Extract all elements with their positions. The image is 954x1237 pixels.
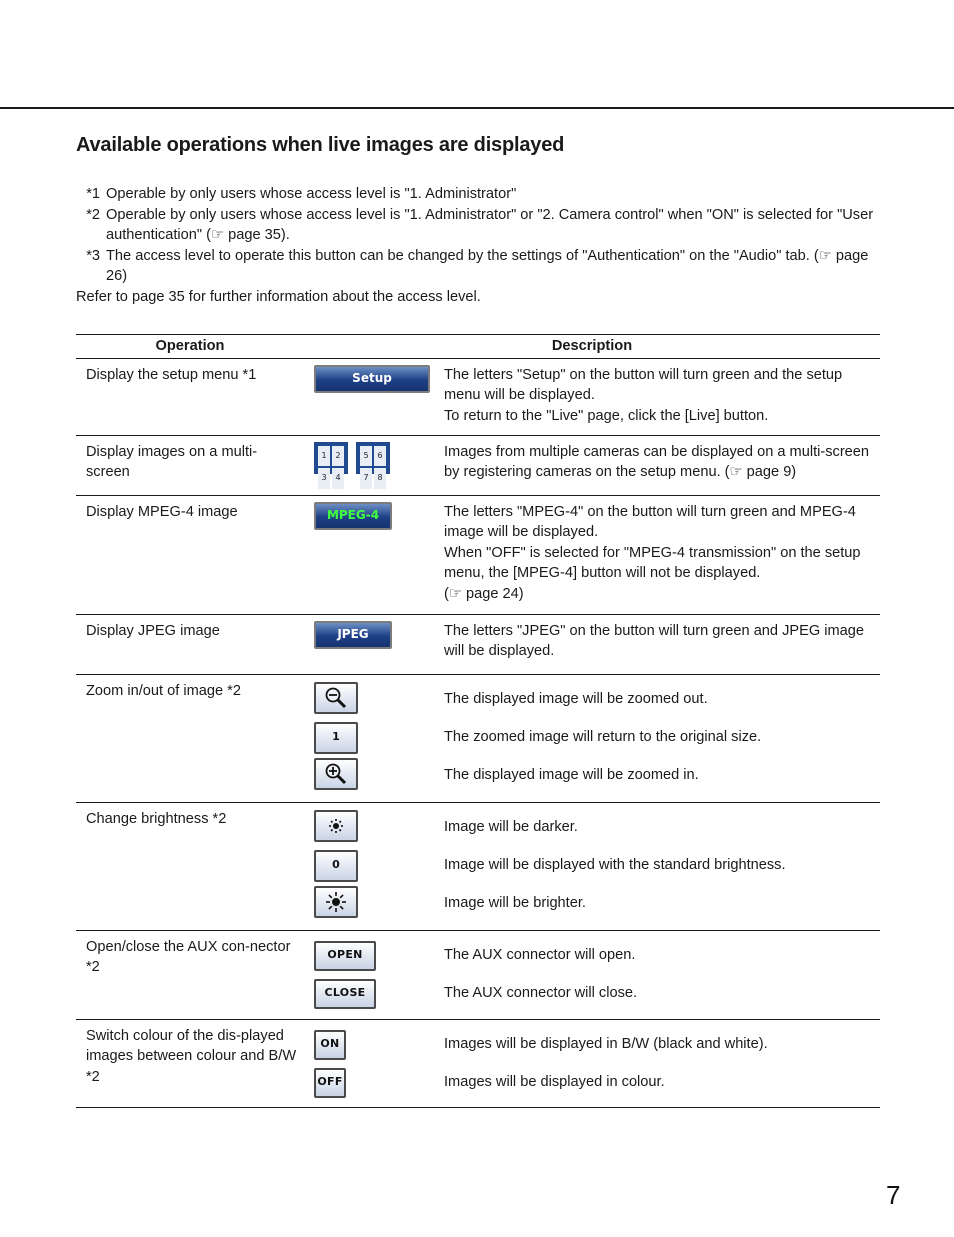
description-text: The letters "JPEG" on the button will turn green and JPEG image will be displayed. (444, 622, 865, 659)
table-row (76, 435, 880, 495)
icon-cell (304, 722, 444, 754)
icon-cell (304, 810, 444, 845)
cell-number: 2 (332, 446, 344, 467)
zoom-out-icon[interactable] (314, 682, 358, 714)
description-text: Images will be displayed in B/W (black and white). (444, 1036, 768, 1053)
note-text: Operable by only users whose access level is "1. Administrator" (106, 186, 517, 202)
notes-block (76, 184, 886, 307)
zoom-in-icon[interactable] (314, 758, 358, 790)
description-text: The letters "MPEG-4" on the button will turn green and MPEG-4 image will be displayed. When "OFF" is selected for "MPEG-4 transmission" on the setup menu, the [MPEG-4] button will not be displayed. (☞ page 24) (444, 503, 861, 602)
operation-item (304, 359, 880, 435)
cell-number: 4 (332, 468, 344, 489)
description-text: Image will be brighter. (444, 895, 586, 912)
description-text: The displayed image will be zoomed in. (444, 767, 699, 784)
operation-cell: Display MPEG-4 image (76, 495, 304, 614)
quad-screen-5-8-button[interactable] (356, 442, 390, 482)
operation-item (304, 1026, 880, 1064)
icon-cell (304, 941, 444, 971)
note-mark: *2 (86, 206, 100, 223)
operation-item (304, 719, 880, 757)
note-text: Operable by only users whose access level is "1. Administrator" or "2. Camera control" when "ON" is selected for "User authentication" (☞ page 35). (106, 206, 874, 243)
icon-cell (304, 502, 444, 530)
operation-item (304, 496, 880, 613)
operation-item (304, 436, 880, 491)
icon-cell (304, 365, 444, 393)
operation-item (304, 809, 880, 847)
operation-item (304, 937, 880, 975)
icon-cell (304, 979, 444, 1009)
operation-cell: Display the setup menu *1 (76, 358, 304, 435)
description-cell (304, 358, 880, 435)
icon-cell (304, 1030, 444, 1060)
top-rule (0, 107, 954, 109)
mpeg4-button[interactable]: MPEG-4 (314, 502, 392, 530)
zoom-reset-button[interactable]: 1 (314, 722, 358, 754)
table-header-row (76, 335, 880, 359)
off-button[interactable]: OFF (314, 1068, 346, 1098)
multiscreen-buttons[interactable] (314, 442, 444, 482)
note-text: The access level to operate this button can be changed by the settings of "Authentication" on the "Audio" tab. (☞ page 26) (106, 247, 869, 284)
description-text: The AUX connector will close. (444, 985, 638, 1002)
description-cell (304, 930, 880, 1019)
brightness-brighter-icon[interactable] (314, 886, 358, 918)
cell-number: 3 (318, 468, 330, 489)
operation-item (304, 757, 880, 795)
operation-item (304, 885, 880, 923)
operation-cell: Change brightness *2 (76, 802, 304, 930)
icon-cell (304, 621, 444, 649)
operation-item (304, 681, 880, 719)
icon-cell (304, 850, 444, 882)
cell-number: 8 (374, 468, 386, 489)
note-3 (76, 246, 886, 287)
cell-number: 6 (374, 446, 386, 467)
description-text: Images from multiple cameras can be displayed on a multi-screen by registering cameras on the setup menu. (☞ page 9) (444, 443, 870, 480)
icon-cell (304, 886, 444, 921)
table-row (76, 614, 880, 674)
cell-number: 7 (360, 468, 372, 489)
quad-screen-1-4-button[interactable] (314, 442, 348, 482)
operation-cell: Display JPEG image (76, 614, 304, 674)
header-description: Description (304, 335, 880, 359)
description-text: The zoomed image will return to the original size. (444, 729, 762, 746)
icon-cell (304, 1068, 444, 1098)
icon-cell (304, 682, 444, 717)
description-cell (304, 1019, 880, 1107)
close-button[interactable]: CLOSE (314, 979, 376, 1009)
note-2 (76, 205, 886, 246)
operation-cell: Open/close the AUX con-nector *2 (76, 930, 304, 1019)
operations-table (76, 334, 880, 1108)
table-row (76, 358, 880, 435)
operation-item (304, 847, 880, 885)
refer-text: Refer to page 35 for further information about the access level. (76, 288, 481, 305)
on-button[interactable]: ON (314, 1030, 346, 1060)
cell-number: 1 (318, 446, 330, 467)
description-text: The AUX connector will open. (444, 947, 636, 964)
operation-item (304, 1064, 880, 1102)
description-text: Image will be darker. (444, 819, 578, 836)
setup-button[interactable]: Setup (314, 365, 430, 393)
operations-body (76, 358, 880, 1107)
note-1 (76, 184, 886, 205)
brightness-reset-button[interactable]: 0 (314, 850, 358, 882)
operation-cell: Switch colour of the dis-played images between colour and B/W *2 (76, 1019, 304, 1107)
icon-cell (304, 442, 444, 482)
description-text: The letters "Setup" on the button will turn green and the setup menu will be displayed. To return to the "Live" page, click the [Live] button. (444, 366, 843, 424)
operation-cell: Display images on a multi-screen (76, 435, 304, 495)
description-cell (304, 435, 880, 495)
description-cell (304, 614, 880, 674)
icon-cell (304, 758, 444, 793)
description-cell (304, 674, 880, 802)
table-row (76, 495, 880, 614)
operation-item (304, 975, 880, 1013)
brightness-darker-icon[interactable] (314, 810, 358, 842)
description-cell (304, 495, 880, 614)
note-mark: *1 (86, 186, 100, 202)
note-mark: *3 (86, 247, 100, 264)
open-button[interactable]: OPEN (314, 941, 376, 971)
cell-number: 5 (360, 446, 372, 467)
jpeg-button[interactable]: JPEG (314, 621, 392, 649)
page-title: Available operations when live images are displayed (76, 134, 565, 156)
page-number: 7 (886, 1180, 901, 1210)
operation-item (304, 615, 880, 670)
description-text: Images will be displayed in colour. (444, 1074, 665, 1091)
description-text: Image will be displayed with the standard brightness. (444, 857, 786, 874)
header-operation: Operation (76, 335, 304, 359)
operation-cell: Zoom in/out of image *2 (76, 674, 304, 802)
table-row (76, 674, 880, 802)
description-text: The displayed image will be zoomed out. (444, 691, 708, 708)
table-row (76, 1019, 880, 1107)
table-row (76, 930, 880, 1019)
description-cell (304, 802, 880, 930)
table-row (76, 802, 880, 930)
